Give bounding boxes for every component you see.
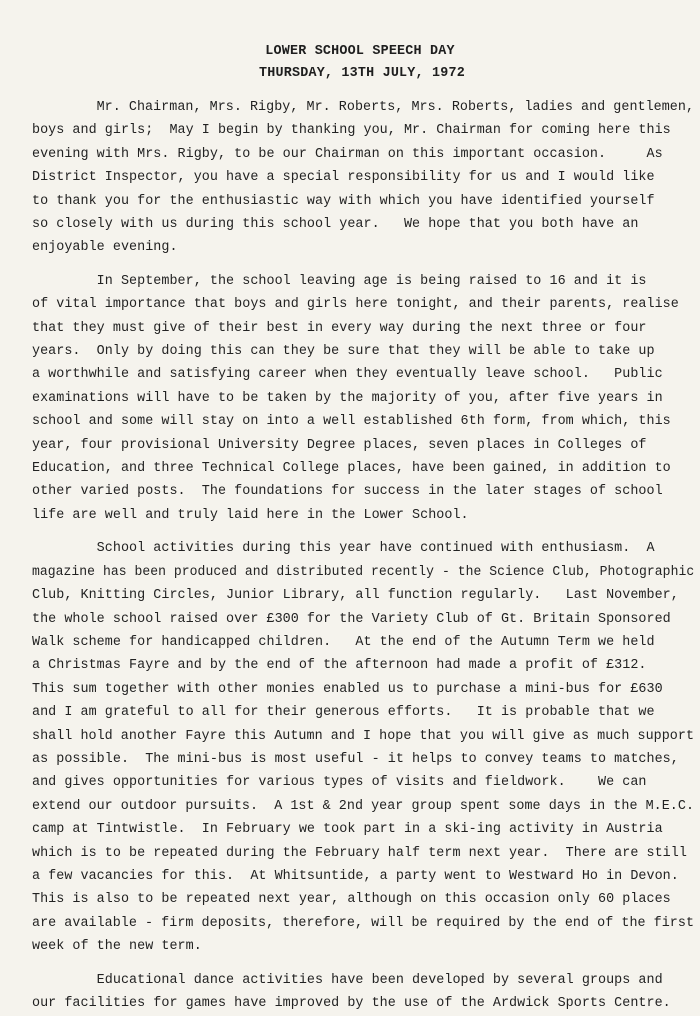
paragraph-1-line-4: District Inspector, you have a special responsibility for us and I would like: [32, 170, 655, 185]
paragraph-1-line-6: so closely with us during this school year. We hope that you both have an: [32, 217, 639, 232]
paragraph-3-line-14: which is to be repeated during the February half term next year. There are still: [32, 846, 687, 861]
paragraph-2-line-9: Education, and three Technical College places, have been gained, in addition to: [32, 461, 671, 476]
paragraph-2-line-8: year, four provisional University Degree places, seven places in Colleges of: [32, 438, 647, 453]
paragraph-2-line-1: In September, the school leaving age is being raised to 16 and it is: [32, 274, 647, 289]
paragraph-3-line-10: as possible. The mini-bus is most useful - it helps to convey teams to matches,: [32, 752, 679, 767]
paragraph-2-line-4: years. Only by doing this can they be sure that they will be able to take up: [32, 344, 655, 359]
paragraph-3-line-6: a Christmas Fayre and by the end of the afternoon had made a profit of £312.: [32, 658, 647, 673]
paragraph-2-line-11: life are well and truly laid here in the Lower School.: [32, 508, 469, 523]
document-title: LOWER SCHOOL SPEECH DAY: [265, 44, 455, 59]
paragraph-1-line-7: enjoyable evening.: [32, 240, 178, 255]
paragraph-3-line-4: the whole school raised over £300 for the Variety Club of Gt. Britain Sponsored: [32, 612, 671, 627]
paragraph-3-line-15: a few vacancies for this. At Whitsuntide, a party went to Westward Ho in Devon.: [32, 869, 679, 884]
paragraph-2-line-10: other varied posts. The foundations for success in the later stages of school: [32, 484, 663, 499]
paragraph-1-line-2: boys and girls; May I begin by thanking you, Mr. Chairman for coming here this: [32, 123, 671, 138]
paragraph-2-line-2: of vital importance that boys and girls here tonight, and their parents, realise: [32, 297, 679, 312]
paragraph-1-line-1: Mr. Chairman, Mrs. Rigby, Mr. Roberts, Mrs. Roberts, ladies and gentlemen,: [32, 100, 695, 115]
paragraph-2-line-5: a worthwhile and satisfying career when they eventually leave school. Public: [32, 367, 663, 382]
paragraph-2-line-3: that they must give of their best in every way during the next three or four: [32, 321, 647, 336]
paragraph-3-line-11: and gives opportunities for various types of visits and fieldwork. We can: [32, 775, 647, 790]
paragraph-3-line-17: are available - firm deposits, therefore, will be required by the end of the first: [32, 916, 695, 931]
paragraph-2-line-7: school and some will stay on into a well established 6th form, from which, this: [32, 414, 671, 429]
paragraph-3-line-5: Walk scheme for handicapped children. At the end of the Autumn Term we held: [32, 635, 655, 650]
paragraph-3-line-12: extend our outdoor pursuits. A 1st & 2nd year group spent some days in the M.E.C.: [32, 799, 695, 814]
paragraph-3-line-1: School activities during this year have continued with enthusiasm. A: [32, 541, 655, 556]
paragraph-2-line-6: examinations will have to be taken by the majority of you, after five years in: [32, 391, 663, 406]
paragraph-3-line-3: Club, Knitting Circles, Junior Library, all function regularly. Last November,: [32, 588, 679, 603]
document-date: THURSDAY, 13TH JULY, 1972: [259, 66, 465, 81]
paragraph-3-line-13: camp at Tintwistle. In February we took part in a ski-ing activity in Austria: [32, 822, 663, 837]
paragraph-3-line-7: This sum together with other monies enabled us to purchase a mini-bus for £630: [32, 682, 663, 697]
paragraph-3-line-16: This is also to be repeated next year, although on this occasion only 60 places: [32, 892, 671, 907]
paragraph-4-line-1: Educational dance activities have been developed by several groups and: [32, 973, 663, 988]
paragraph-3-line-18: week of the new term.: [32, 939, 202, 954]
paragraph-3-line-2: magazine has been produced and distributed recently - the Science Club, Photographic: [32, 565, 695, 580]
paragraph-1-line-3: evening with Mrs. Rigby, to be our Chairman on this important occasion. As: [32, 147, 663, 162]
paragraph-1-line-5: to thank you for the enthusiastic way with which you have identified yourself: [32, 194, 655, 209]
paragraph-4-line-2: our facilities for games have improved by the use of the Ardwick Sports Centre.: [32, 996, 671, 1011]
paragraph-3-line-9: shall hold another Fayre this Autumn and I hope that you will give as much support: [32, 729, 695, 744]
paragraph-3-line-8: and I am grateful to all for their generous efforts. It is probable that we: [32, 705, 655, 720]
